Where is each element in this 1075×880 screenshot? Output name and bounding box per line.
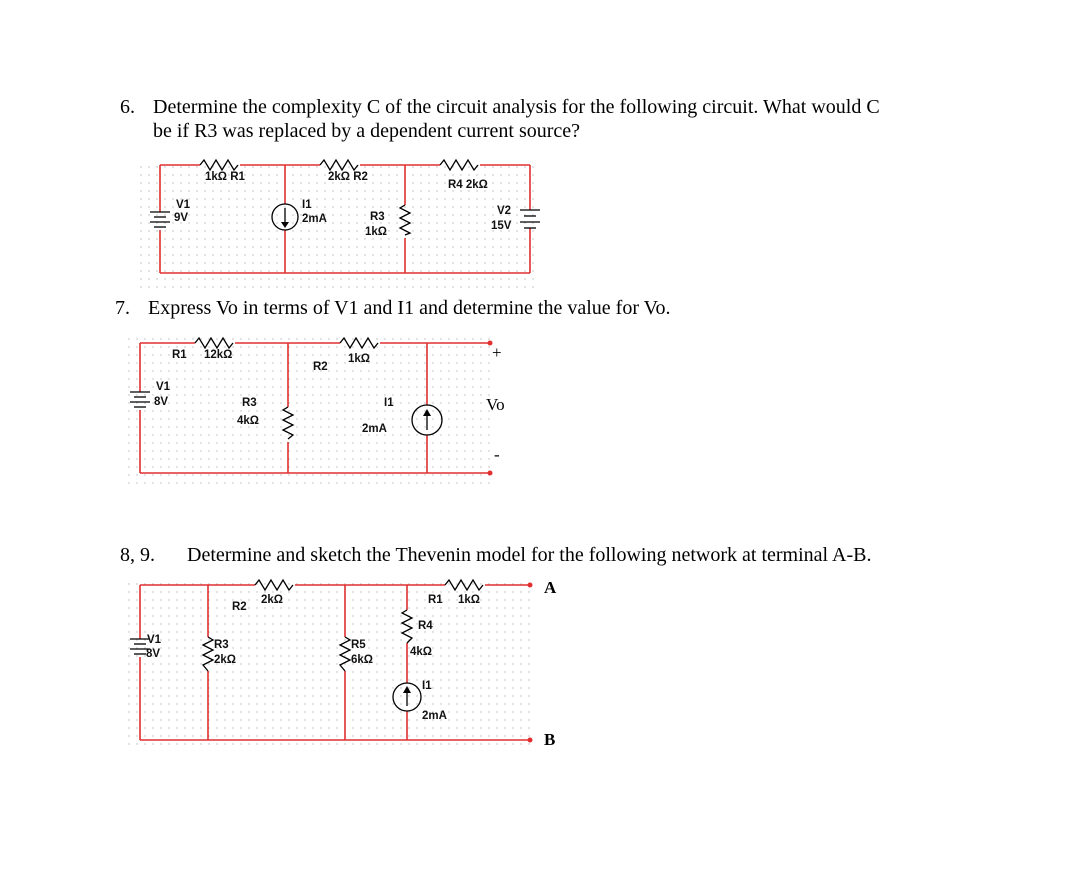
- q7-text: Express Vo in terms of V1 and I1 and determine the value for Vo.: [148, 297, 671, 319]
- r5-value: 6kΩ: [351, 654, 374, 666]
- r3-value: 4kΩ: [237, 415, 260, 427]
- r3-label: R3: [242, 397, 257, 409]
- circuit-3-diagram: [120, 575, 570, 755]
- r4-value: 4kΩ: [410, 646, 433, 658]
- vo-minus-terminal: [488, 471, 493, 476]
- terminal-b-label: B: [544, 730, 556, 749]
- circuit-1-diagram: [140, 150, 550, 290]
- r2-label: 2kΩ R2: [328, 171, 368, 183]
- q89-text: Determine and sketch the Thevenin model for the following network at terminal A-B.: [187, 544, 872, 566]
- circuit-2-diagram: [120, 330, 520, 490]
- i1-label: I1: [422, 680, 432, 692]
- r3-label: R3: [214, 639, 229, 651]
- r2-label: R2: [313, 361, 328, 373]
- r4-label: R4: [418, 620, 433, 632]
- v2-value: 15V: [491, 220, 512, 232]
- r2-value: 1kΩ: [348, 353, 371, 365]
- vo-minus-label: -: [494, 445, 500, 464]
- r2-label: R2: [232, 601, 247, 613]
- terminal-a: [528, 583, 533, 588]
- r5-label: R5: [351, 639, 366, 651]
- q6-line1: Determine the complexity C of the circuit analysis for the following circuit. What would C: [153, 96, 880, 118]
- i1-value: 2mA: [362, 423, 387, 435]
- r3-label: R3: [370, 211, 385, 223]
- r3-value: 2kΩ: [214, 654, 237, 666]
- q89-number: 8, 9.: [120, 544, 155, 566]
- r1-label: R1: [172, 349, 187, 361]
- i1-value: 2mA: [422, 710, 447, 722]
- v1-value: 9V: [174, 212, 189, 224]
- v1-label: V1: [147, 634, 162, 646]
- terminal-a-label: A: [544, 578, 557, 597]
- q6-number: 6.: [120, 96, 135, 118]
- r4-label: R4 2kΩ: [448, 179, 488, 191]
- i1-label: I1: [302, 199, 312, 211]
- i1-label: I1: [384, 397, 394, 409]
- r1-value: 12kΩ: [204, 349, 233, 361]
- vo-plus-label: +: [492, 343, 502, 362]
- vo-label: Vo: [486, 395, 505, 414]
- i1-value: 2mA: [302, 213, 327, 225]
- r1-value: 1kΩ: [458, 594, 481, 606]
- v2-label: V2: [497, 205, 512, 217]
- v1-label: V1: [176, 199, 191, 211]
- v1-value: 8V: [154, 396, 169, 408]
- v1-value: 8V: [146, 648, 161, 660]
- q7-number: 7.: [115, 297, 130, 319]
- terminal-b: [528, 738, 533, 743]
- r3-value: 1kΩ: [365, 226, 388, 238]
- r1-label: R1: [428, 594, 443, 606]
- r2-value: 2kΩ: [261, 594, 284, 606]
- v1-label: V1: [156, 381, 171, 393]
- q6-line2: be if R3 was replaced by a dependent current source?: [153, 120, 581, 142]
- r1-label: 1kΩ R1: [205, 171, 245, 183]
